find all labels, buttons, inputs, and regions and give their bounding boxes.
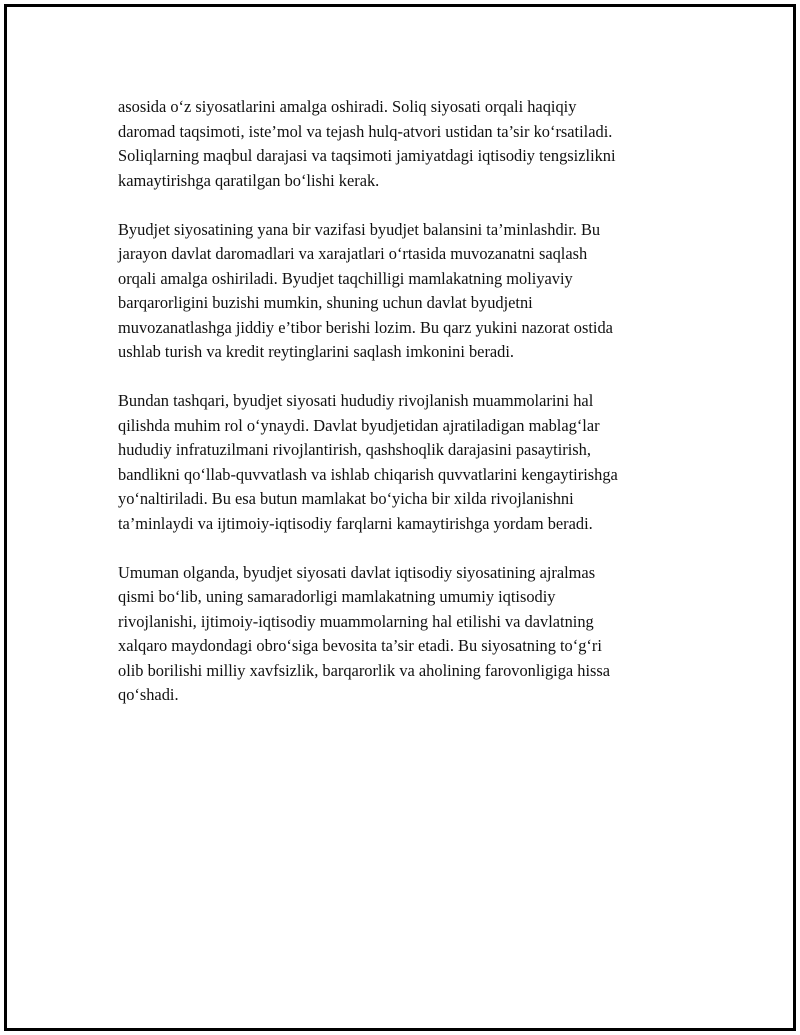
- paragraph-4: Umuman olganda, byudjet siyosati davlat iqtisodiy siyosatining ajralmas qismi bo‘lib, uning samaradorligi mamlakatning umumiy iqtisodiy rivojlanishi, ijtimoiy-iqtisodiy muammolarning hal etilishi va davlatning xalqaro maydondagi obro‘siga bevosita ta’sir etadi. Bu siyosatning to‘g‘ri olib borilishi milliy xavfsizlik, barqarorlik va aholining farovonligiga hissa qo‘shadi.: [118, 562, 611, 704]
- paragraph-1: asosida o‘z siyosatlarini amalga oshiradi. Soliq siyosati orqali haqiqiy daromad taqsimoti, iste’mol va tejash hulq-atvori ustidan ta’sir ko‘rsatiladi. Soliqlarning maqbul darajasi va taqsimoti jamiyatdagi iqtisodiy tengsizlikni kamaytirishga qaratilgan bo‘lishi kerak.: [118, 97, 616, 190]
- paragraph-2: Byudjet siyosatining yana bir vazifasi byudjet balansini ta’minlashdir. Bu jarayon davlat daromadlari va xarajatlari o‘rtasida muvozanatni saqlash orqali amalga oshiriladi. Byudjet taqchilligi mamlakatning moliyaviy barqarorligini buzishi mumkin, shuning uchun davlat byudjetni muvozanatlashga jiddiy e’tibor berishi lozim. Bu qarz yukini nazorat ostida ushlab turish va kredit reytinglarini saqlash imkonini beradi.: [118, 219, 613, 361]
- paragraph-3: Bundan tashqari, byudjet siyosati hududiy rivojlanish muammolarini hal qilishda muhim rol o‘ynaydi. Davlat byudjetidan ajratiladigan mablag‘lar hududiy infratuzilmani rivojlantirish, qashshoqlik darajasini pasaytirish, bandlikni qo‘llab-quvvatlash va ishlab chiqarish quvvatlarini kengaytirishga yo‘naltiriladi. Bu esa butun mamlakat bo‘yicha bir xilda rivojlanishni ta’minlaydi va ijtimoiy-iqtisodiy farqlarni kamaytirishga yordam beradi.: [118, 391, 618, 533]
- document-body: [118, 95, 693, 732]
